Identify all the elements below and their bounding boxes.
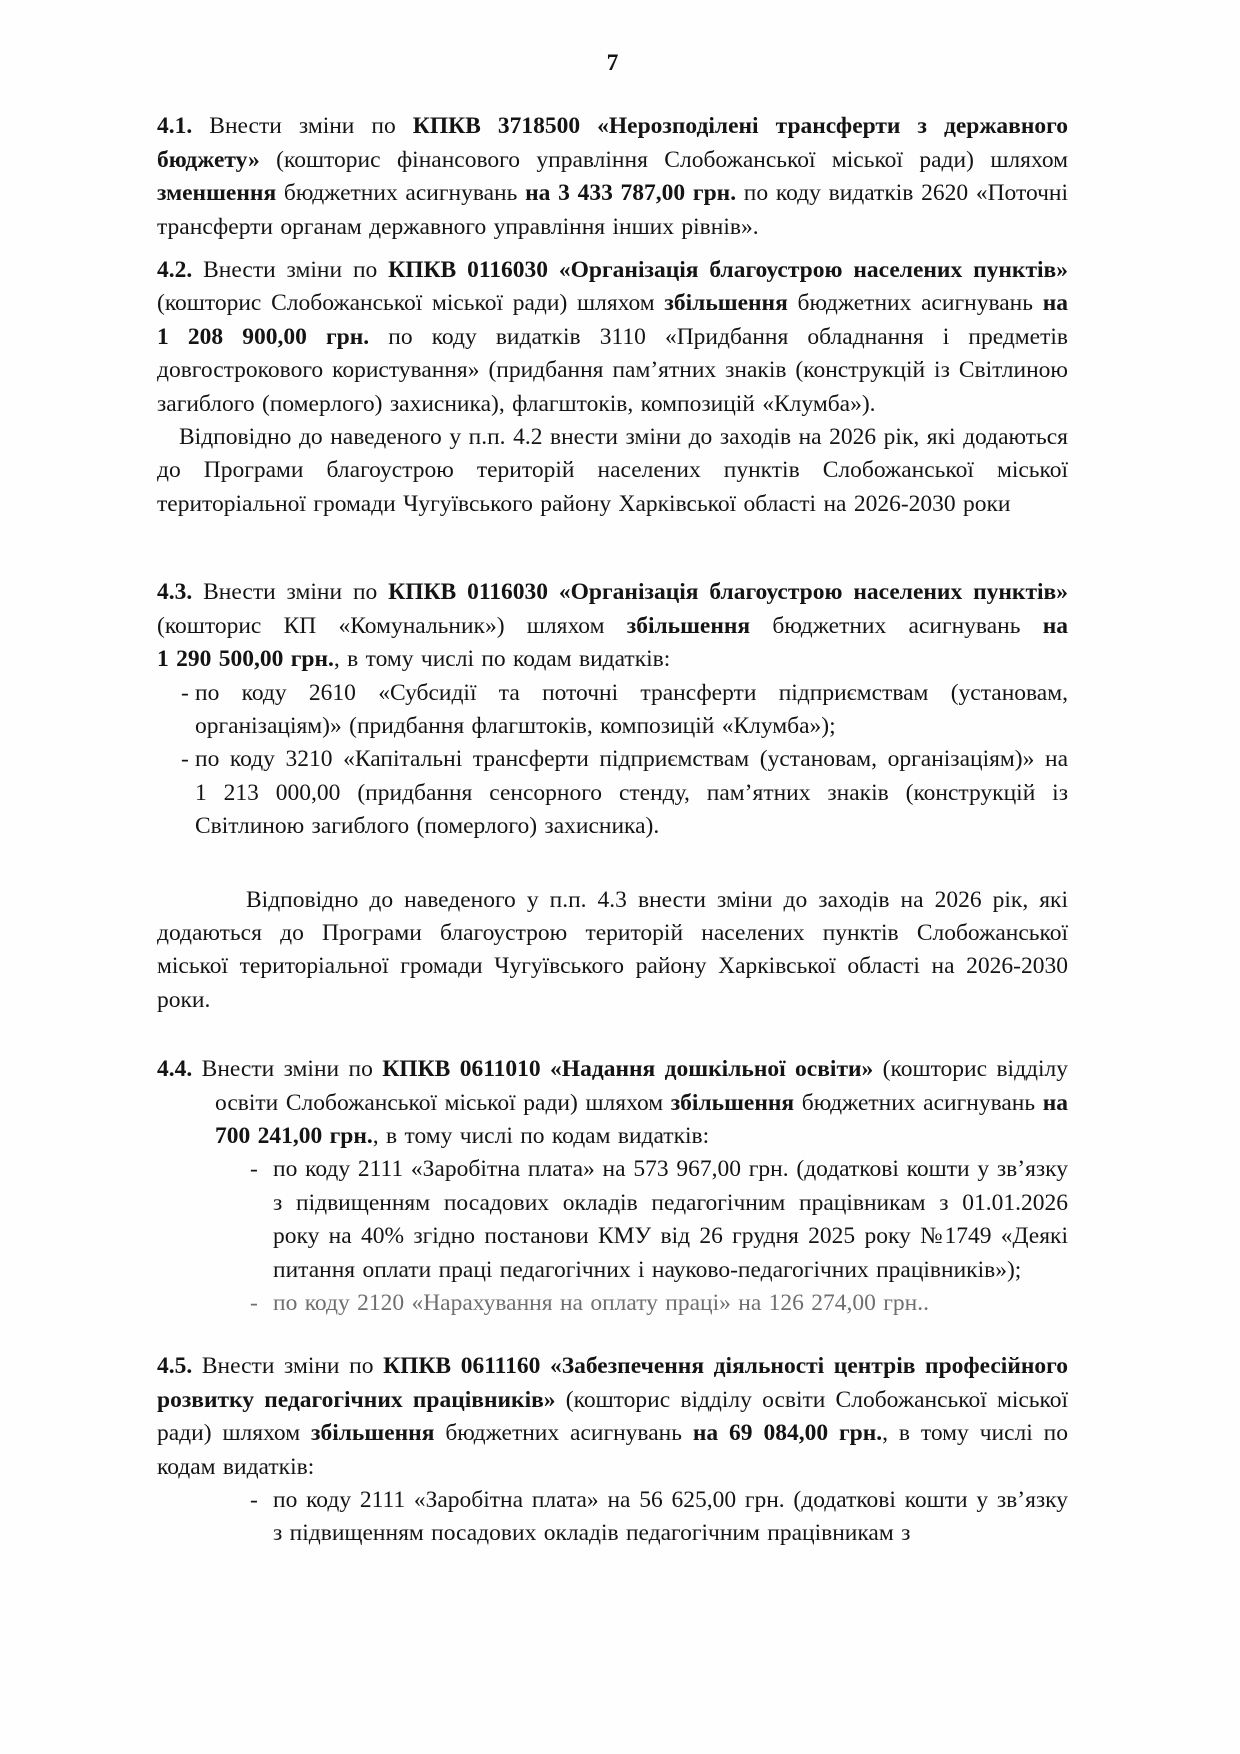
bold-text: на 700 241,00 грн. bbox=[215, 1089, 1069, 1149]
bold-text: збільшення bbox=[626, 612, 751, 639]
bold-text: КПКВ 0116030 «Організація благоустрою населених пунктів» bbox=[388, 579, 1068, 606]
section-4-3 bbox=[157, 576, 1068, 676]
text: по коду 3210 «Капітальні трансферти підприємствам (установам, організаціям)» на 1 213 000,00 (придбання сенсорного стенду, пам’ятних знаків (конструкцій із Світлиною загиблого (померлого) захисника). bbox=[195, 746, 1068, 840]
text: бюджетних асигнувань bbox=[787, 290, 1043, 317]
section-4-1 bbox=[157, 110, 1068, 244]
text: бюджетних асигнувань bbox=[434, 1420, 693, 1447]
bold-text: 4.2. bbox=[157, 257, 193, 284]
text: по коду видатків 3110 «Придбання обладнання і предметів довгострокового користування» (придбання пам’ятних знаків (конструкцій із Світлиною загиблого (померлого) захисника), флагштоків, композицій «Клумба»). bbox=[157, 323, 1068, 417]
page-number: 7 bbox=[606, 50, 619, 76]
bold-text: збільшення bbox=[670, 1089, 795, 1116]
section-4-2 bbox=[157, 254, 1068, 421]
bold-text: 4.1. bbox=[157, 113, 193, 140]
codes-list-4-5 bbox=[157, 1484, 1068, 1551]
note-after-4-2 bbox=[157, 421, 1068, 521]
document-body bbox=[157, 110, 1068, 1550]
bold-text: збільшення bbox=[664, 290, 788, 317]
spacer bbox=[157, 1320, 1068, 1350]
text: (кошторис КП «Комунальник») шляхом bbox=[157, 612, 627, 639]
note-after-4-3 bbox=[157, 884, 1068, 1018]
text: Внести зміни по bbox=[192, 1056, 383, 1083]
text: (кошторис Слобожанської міської ради) шляхом bbox=[157, 290, 665, 317]
bold-text: збільшення bbox=[311, 1420, 435, 1447]
spacer bbox=[157, 844, 1068, 884]
bold-text: КПКВ 0611010 «Надання дошкільної освіти» bbox=[382, 1056, 874, 1083]
text: по коду видатків 2620 «Поточні трансферти органам державного управління інших рівнів». bbox=[157, 180, 1069, 240]
text: Внести зміни по bbox=[192, 1353, 384, 1380]
text: , в тому числі по кодам видатків: bbox=[372, 1122, 710, 1149]
text: по коду 2111 «Заробітна плата» на 56 625,00 грн. (додаткові кошти у зв’язку з підвищенням посадових окладів педагогічним працівникам з bbox=[273, 1487, 1068, 1547]
text: (кошторис відділу освіти Слобожанської міської ради) шляхом bbox=[157, 1386, 1068, 1447]
text: (кошторис фінансового управління Слобожанської міської ради) шляхом bbox=[259, 146, 1068, 173]
bold-text: КПКВ 3718500 «Нерозподілені трансферти з державного бюджету» bbox=[157, 113, 1068, 173]
bold-text: на 1 290 500,00 грн. bbox=[157, 612, 1068, 673]
text: по коду 2610 «Субсидії та поточні трансферти підприємствам (установам, організаціям)» (придбання флагштоків, композицій «Клумба»); bbox=[195, 679, 1068, 739]
text: бюджетних асигнувань bbox=[794, 1089, 1043, 1116]
codes-list-4-3 bbox=[157, 677, 1068, 844]
bold-text: 4.3. bbox=[157, 579, 193, 606]
list-item bbox=[157, 1484, 1068, 1551]
text: Відповідно до наведеного у п.п. 4.2 внести зміни до заходів на 2026 рік, які додаються до Програми благоустрою територій населених пунктів Слобожанської міської територіальної громади Чугуївського району Харківської області на 2026-2030 роки bbox=[157, 424, 1068, 517]
bold-text: на 1 208 900,00 грн. bbox=[157, 290, 1069, 350]
list-item bbox=[157, 1153, 1068, 1287]
text: бюджетних асигнувань bbox=[750, 612, 1043, 639]
bold-text: на 3 433 787,00 грн. bbox=[525, 180, 737, 207]
text: , в тому числі по кодам видатків: bbox=[157, 1420, 1069, 1480]
text: Відповідно до наведеного у п.п. 4.3 внести зміни до заходів на 2026 рік, які додаються до Програми благоустрою територій населених пунктів Слобожанської міської територіальної громади Чугуївського району Харківської області на 2026-2030 роки. bbox=[157, 886, 1068, 1013]
list-item bbox=[157, 677, 1068, 744]
spacer bbox=[157, 244, 1068, 254]
text: , в тому числі по кодам видатків: bbox=[333, 646, 671, 673]
spacer bbox=[157, 521, 1068, 576]
list-item bbox=[157, 1287, 1068, 1320]
bold-text: 4.4. bbox=[157, 1056, 193, 1083]
text: бюджетних асигнувань bbox=[276, 180, 526, 207]
text: Внести зміни по bbox=[192, 113, 413, 140]
text: по коду 2120 «Нарахування на оплату праці» на 126 274,00 грн.. bbox=[273, 1290, 929, 1316]
spacer bbox=[157, 1017, 1068, 1053]
bold-text: 4.5. bbox=[157, 1353, 193, 1380]
text: Внести зміни по bbox=[192, 579, 389, 606]
text: по коду 2111 «Заробітна плата» на 573 967,00 грн. (додаткові кошти у зв’язку з підвищенням посадових окладів педагогічним працівникам з 01.01.2026 року на 40% згідно постанови КМУ від 26 грудня 2025 року №1749 «Деякі питання оплати праці педагогічних і науково-педагогічних працівників»); bbox=[273, 1156, 1068, 1283]
list-item bbox=[157, 743, 1068, 843]
codes-list-4-4 bbox=[157, 1153, 1068, 1320]
bold-text: КПКВ 0611160 «Забезпечення діяльності центрів професійного розвитку педагогічних працівників» bbox=[157, 1353, 1068, 1413]
bold-text: зменшення bbox=[157, 180, 277, 207]
section-4-4 bbox=[157, 1053, 1068, 1153]
text: Внести зміни по bbox=[192, 257, 389, 284]
bold-text: КПКВ 0116030 «Організація благоустрою населених пунктів» bbox=[388, 257, 1068, 284]
bold-text: на 69 084,00 грн. bbox=[692, 1420, 883, 1447]
text: (кошторис відділу освіти Слобожанської міської ради) шляхом bbox=[215, 1056, 1068, 1116]
section-4-5 bbox=[157, 1350, 1068, 1484]
